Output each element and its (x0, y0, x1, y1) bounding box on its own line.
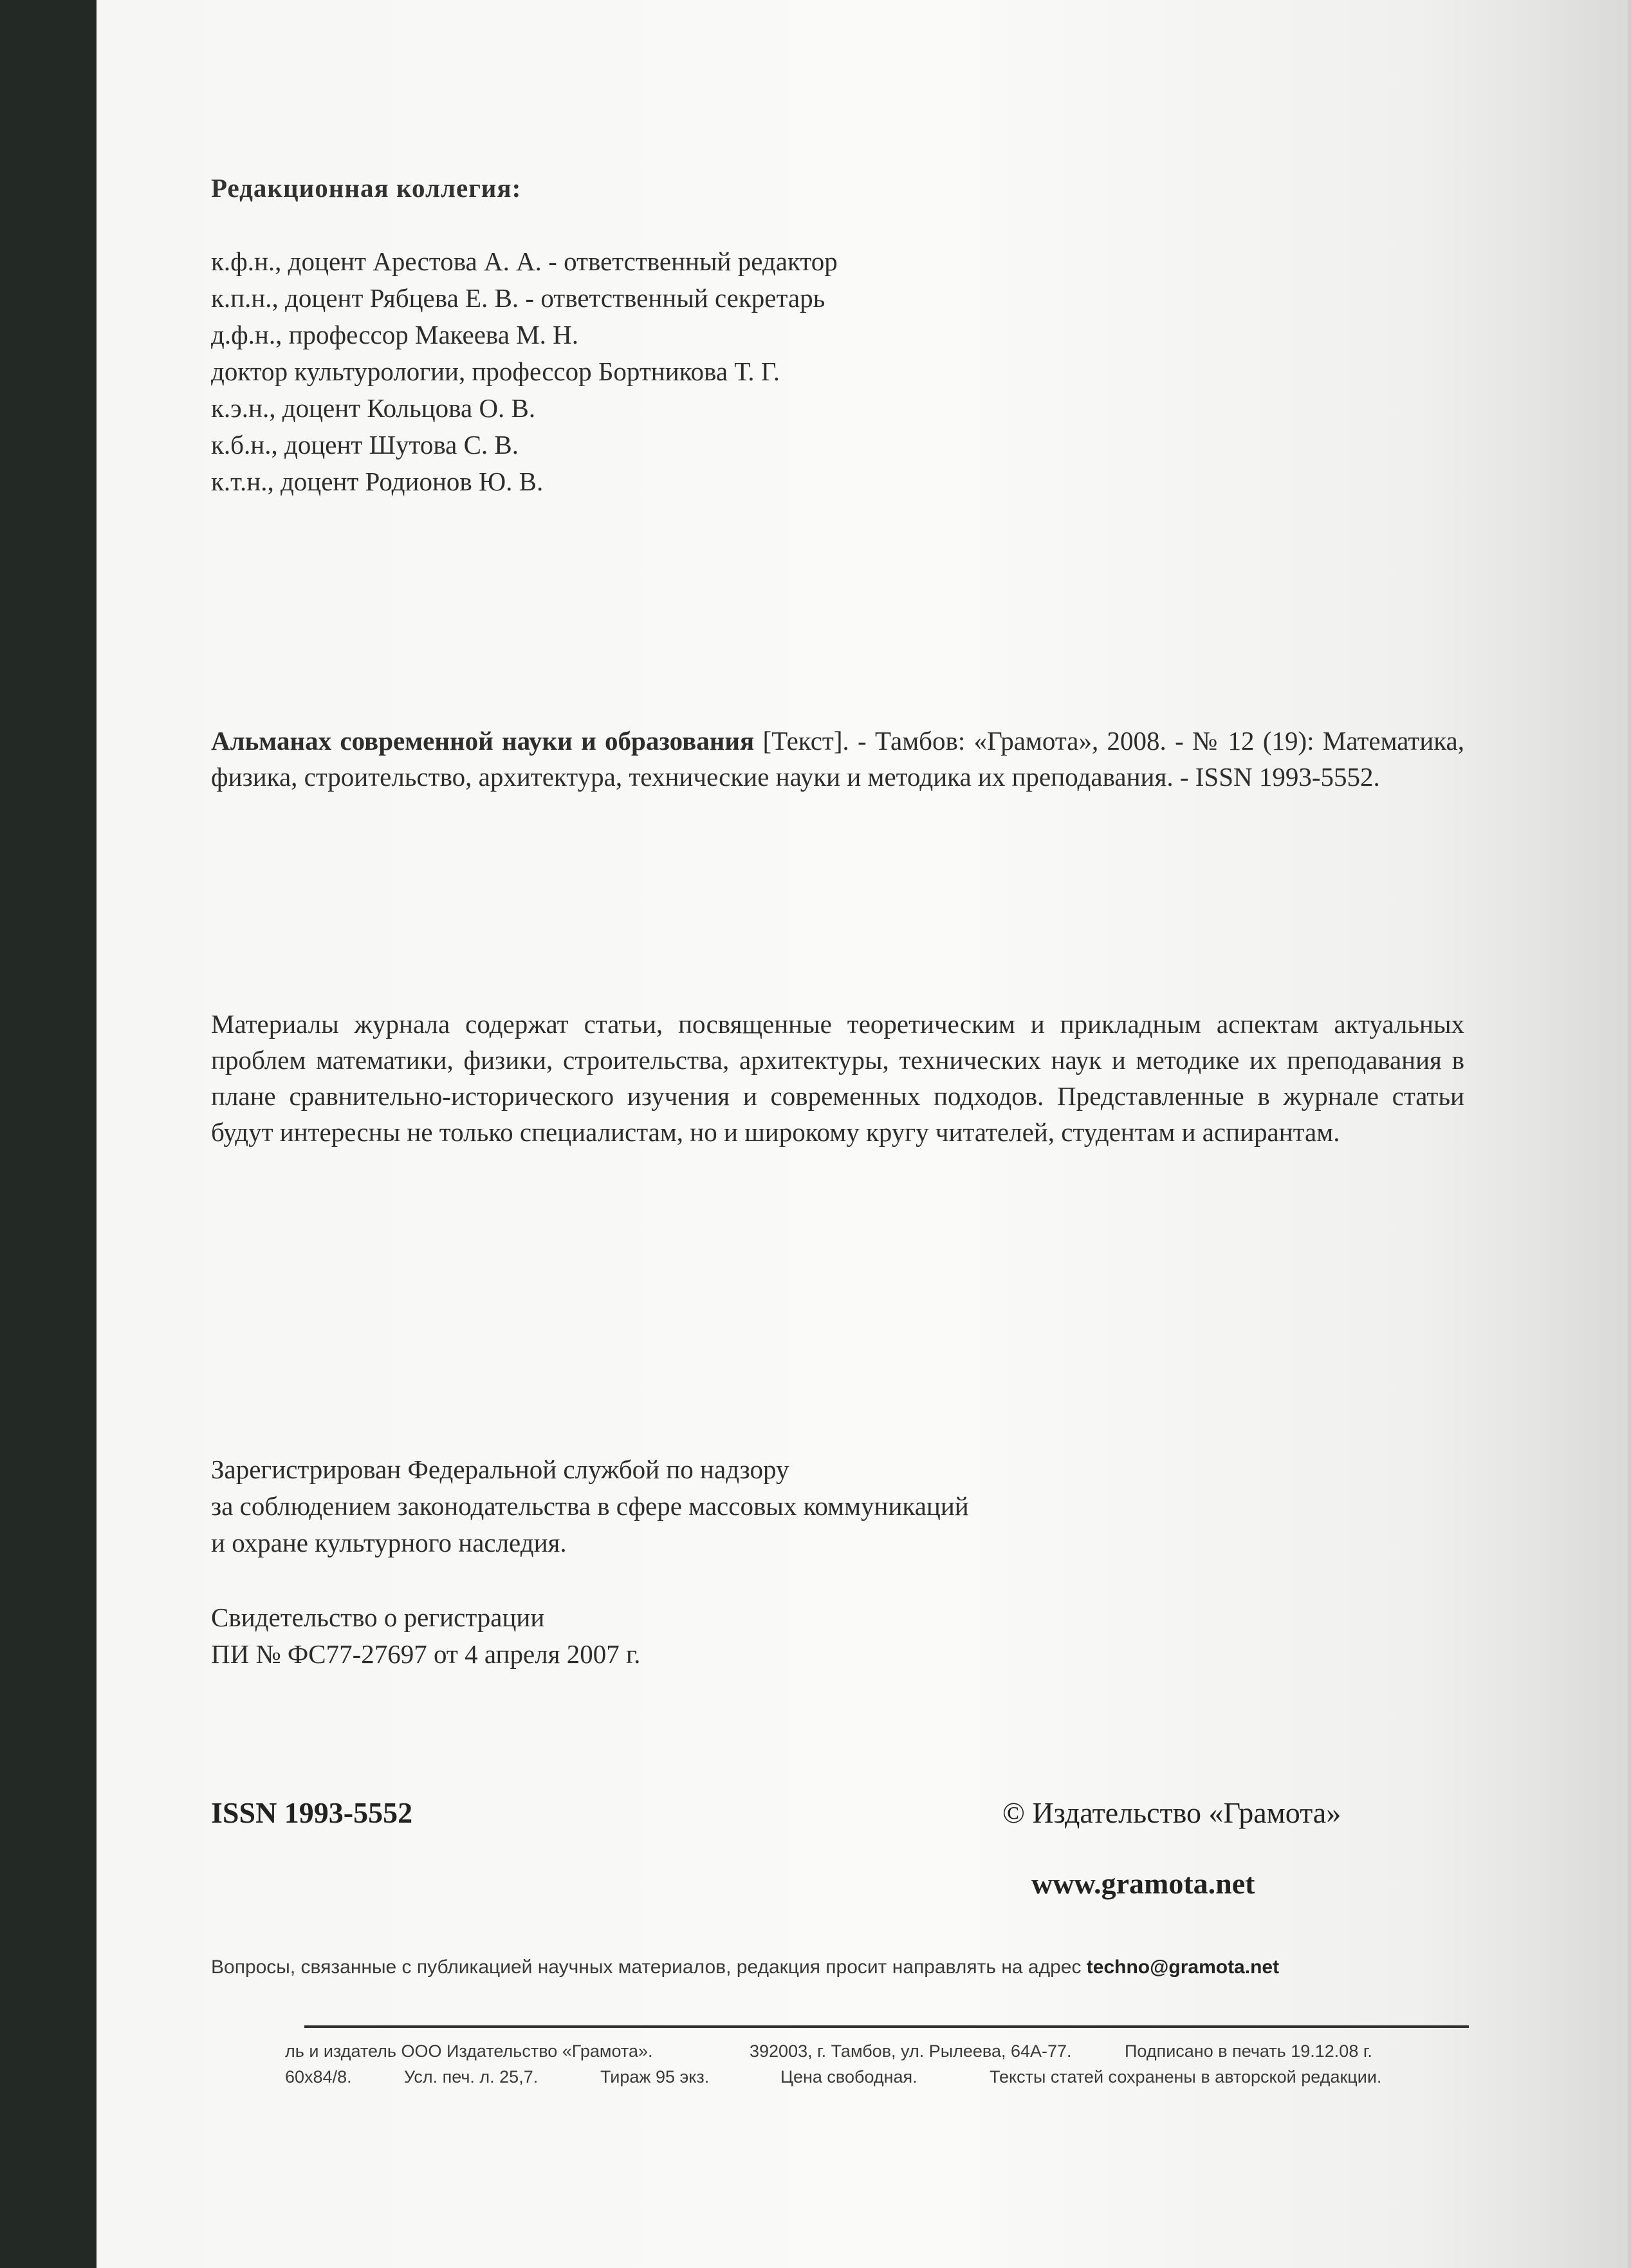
imprint-publisher: ль и издатель ООО Издательство «Грамота». (285, 2041, 653, 2061)
registration-certificate (211, 1599, 640, 1673)
imprint-print-run: Тираж 95 экз. (600, 2067, 710, 2087)
registration-statement (211, 1451, 969, 1561)
imprint-editorial-note: Тексты статей сохранены в авторской редакции. (990, 2067, 1382, 2087)
certificate-title: Свидетельство о регистрации (211, 1603, 545, 1632)
imprint-sheets: Усл. печ. л. 25,7. (404, 2067, 539, 2087)
imprint-price: Цена свободная. (780, 2067, 917, 2087)
board-member: д.ф.н., профессор Макеева М. Н. (211, 320, 579, 349)
board-member: к.ф.н., доцент Арестова А. А. - ответственный редактор (211, 246, 838, 276)
contact-email: techno@gramota.net (1086, 1957, 1280, 1978)
editorial-board-heading: Редакционная коллегия: (211, 173, 522, 203)
scan-binding-edge (0, 0, 97, 2268)
publisher-website: www.gramota.net (1031, 1867, 1255, 1900)
editorial-board-list (211, 243, 838, 500)
page-edge-shadow (1628, 0, 1631, 2268)
board-member: к.э.н., доцент Кольцова О. В. (211, 393, 536, 423)
citation-title: Альманах современной науки и образования (211, 726, 755, 756)
board-member: доктор культурологии, профессор Бортникова Т. Г. (211, 357, 780, 386)
board-member: к.т.н., доцент Родионов Ю. В. (211, 467, 544, 496)
citation-details: [Текст]. - Тамбов: «Грамота», 2008. - № 12 (19): Математика, физика, строительство, архитектура, технические науки и методика их преподавания. - ISSN 1993-5552. (211, 726, 1465, 792)
footer-divider (304, 2025, 1469, 2028)
publisher-copyright: © Издательство «Грамота» (1002, 1796, 1341, 1829)
imprint-address: 392003, г. Тамбов, ул. Рылеева, 64А-77. (750, 2041, 1072, 2061)
contact-text: Вопросы, связанные с публикацией научных материалов, редакция просит направлять на адрес (211, 1957, 1087, 1978)
certificate-number: ПИ № ФС77-27697 от 4 апреля 2007 г. (211, 1639, 641, 1669)
registration-line: Зарегистрирован Федеральной службой по надзору (211, 1455, 789, 1484)
registration-line: за соблюдением законодательства в сфере массовых коммуникаций (211, 1491, 969, 1521)
journal-description: Материалы журнала содержат статьи, посвященные теоретическим и прикладным аспектам актуальных проблем математики, физики, строительства, архитектуры, технических наук и методике их преподавания в плане сравнительно-исторического изучения и современных подходов. Представленные в журнале статьи будут интересны не только специалистам, но и широкому кругу читателей, студентам и аспирантам. (211, 1009, 1464, 1147)
bibliographic-citation (211, 723, 1464, 795)
imprint-print-date: Подписано в печать 19.12.08 г. (1125, 2041, 1372, 2061)
registration-line: и охране культурного наследия. (211, 1528, 567, 1557)
board-member: к.б.н., доцент Шутова С. В. (211, 430, 519, 460)
board-member: к.п.н., доцент Рябцева Е. В. - ответственный секретарь (211, 283, 825, 313)
imprint-format: 60x84/8. (285, 2067, 352, 2087)
contact-note (211, 1957, 1279, 1978)
issn-number: ISSN 1993-5552 (211, 1796, 413, 1829)
